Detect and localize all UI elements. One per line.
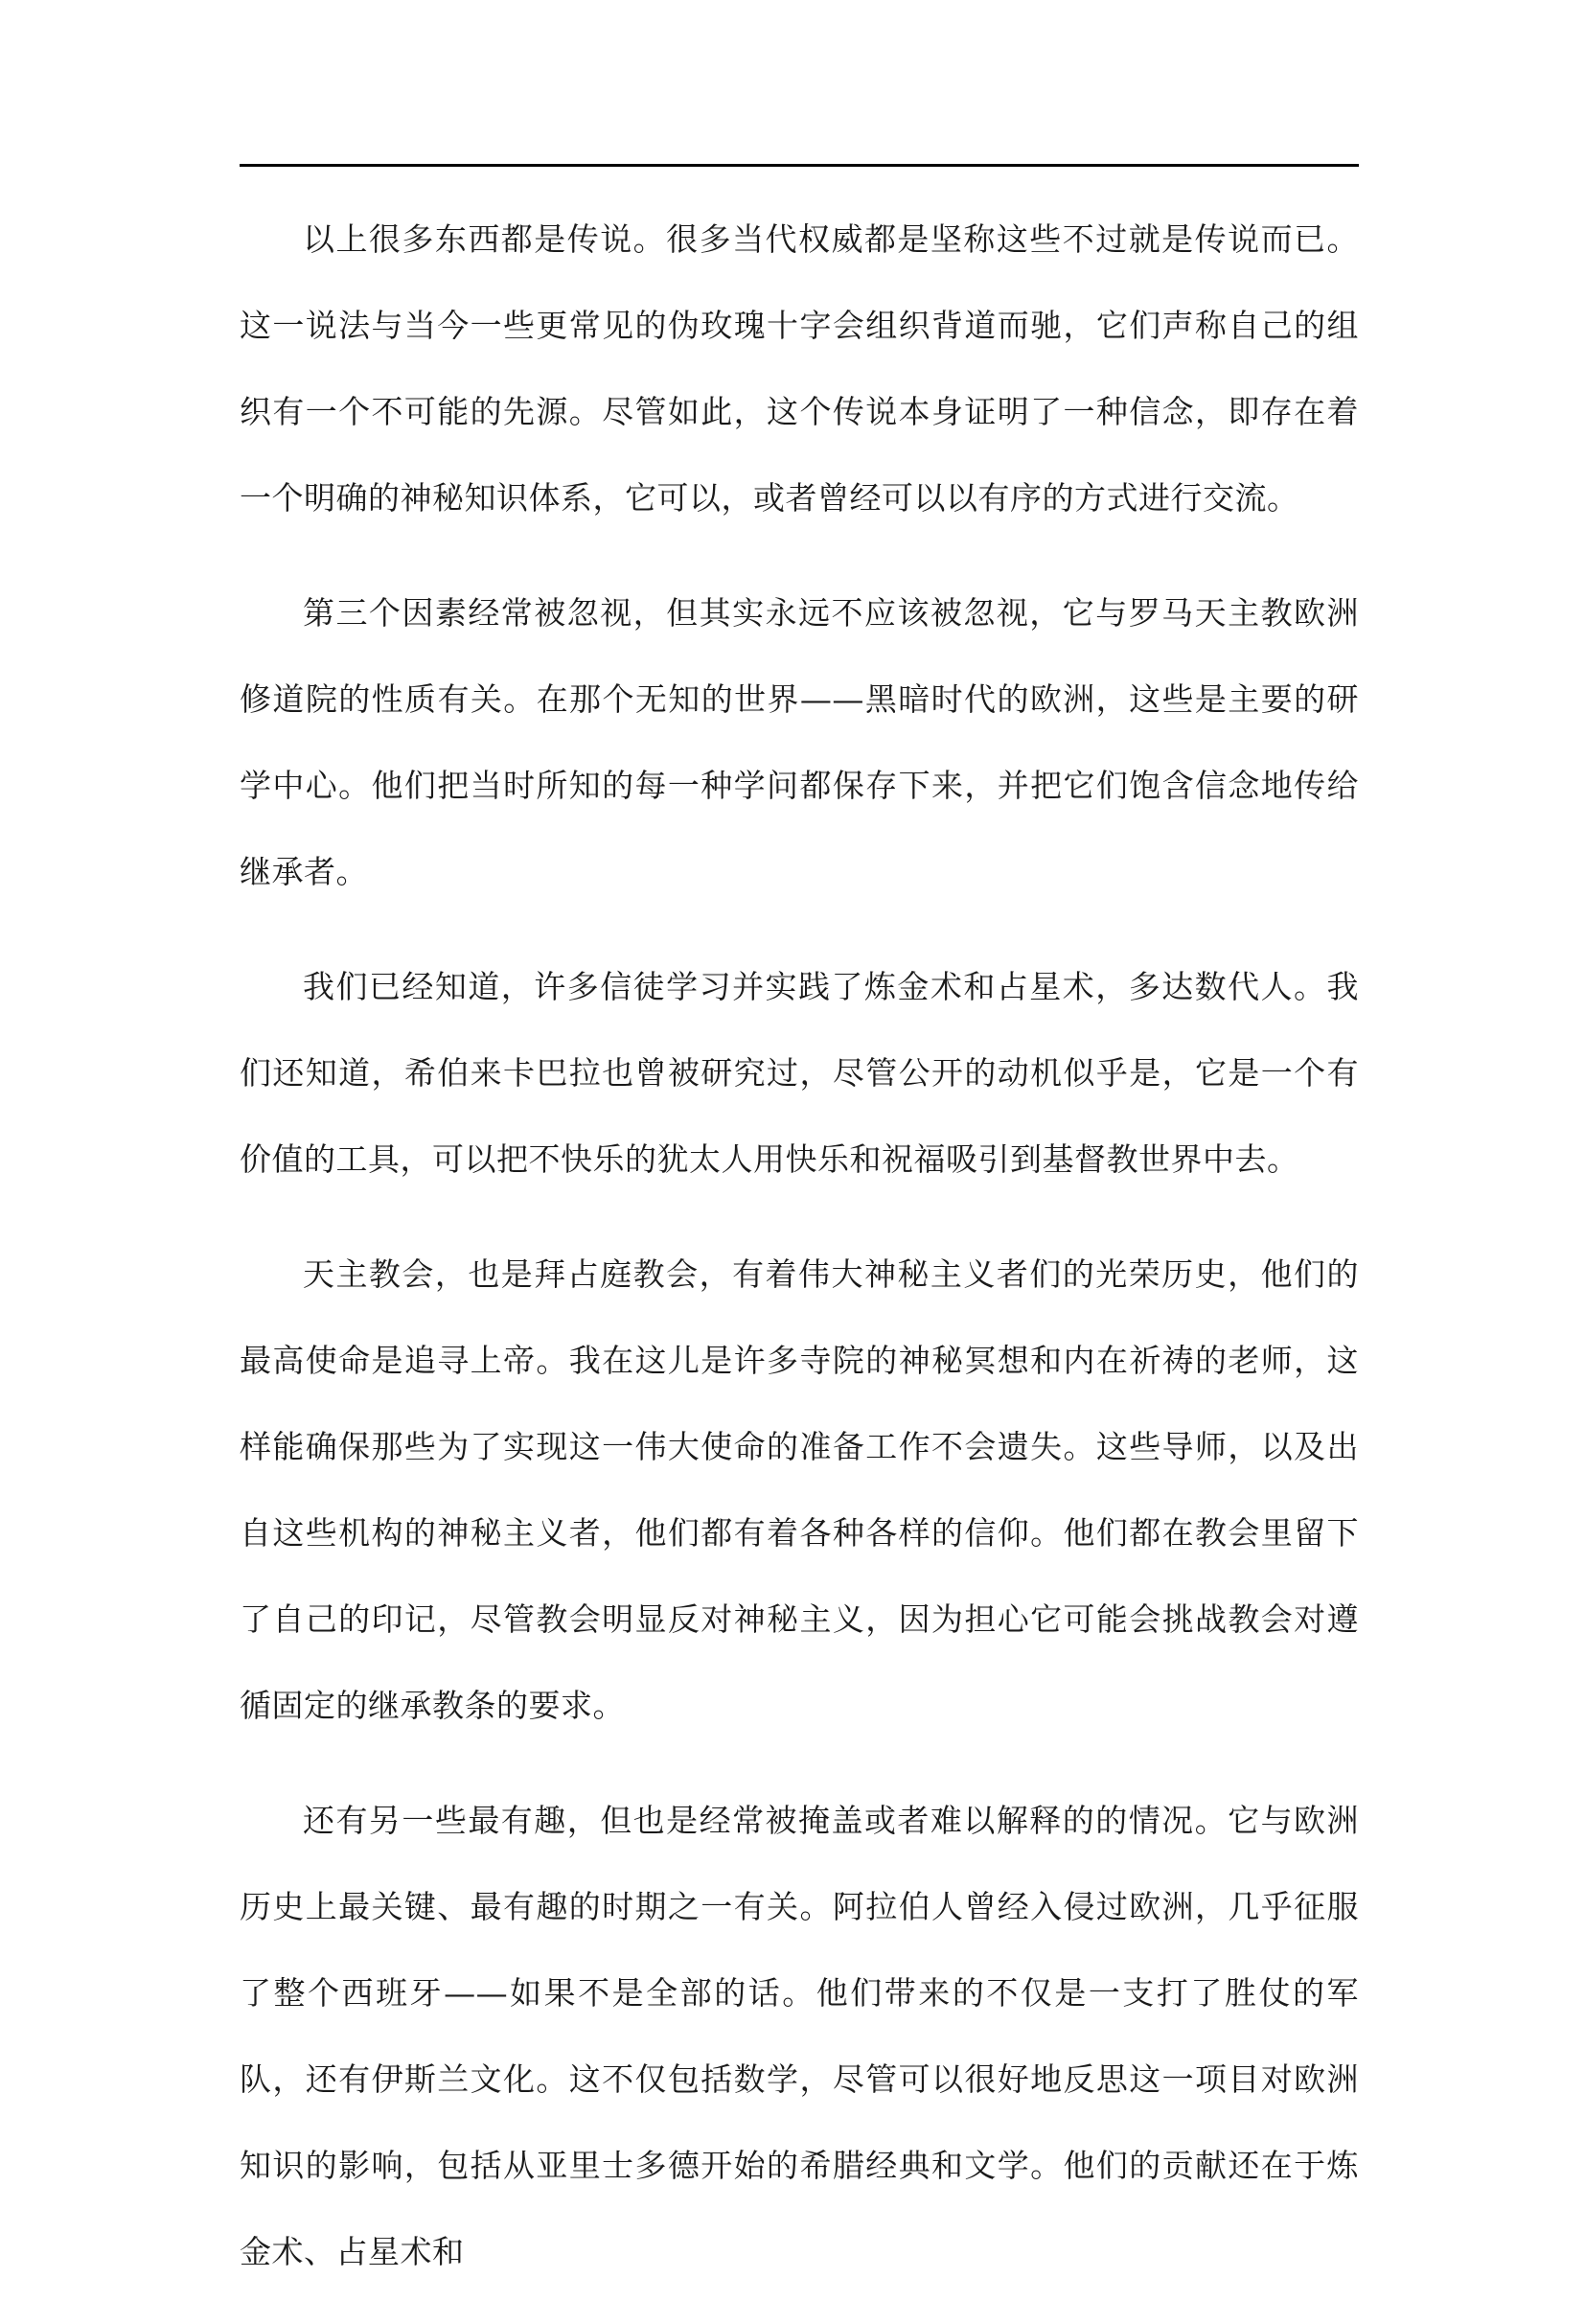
header-rule [240,164,1359,167]
body-text [240,196,1359,2324]
paragraph-5: 还有另一些最有趣，但也是经常被掩盖或者难以解释的的情况。它与欧洲历史上最关键、最有趣的时期之一有关。阿拉伯人曾经入侵过欧洲，几乎征服了整个西班牙——如果不是全部的话。他们带来的不仅是一支打了胜仗的军队，还有伊斯兰文化。这不仅包括数学，尽管可以很好地反思这一项目对欧洲知识的影响，包括从亚里士多德开始的希腊经典和文学。他们的贡献还在于炼金术、占星术和 [240,1802,1359,2270]
paragraph-3: 我们已经知道，许多信徒学习并实践了炼金术和占星术，多达数代人。我们还知道，希伯来卡巴拉也曾被研究过，尽管公开的动机似乎是，它是一个有价值的工具，可以把不快乐的犹太人用快乐和祝福吸引到基督教世界中去。 [240,968,1359,1178]
paragraph-4: 天主教会，也是拜占庭教会，有着伟大神秘主义者们的光荣历史，他们的最高使命是追寻上帝。我在这儿是许多寺院的神秘冥想和内在祈祷的老师，这样能确保那些为了实现这一伟大使命的准备工作不会遗失。这些导师，以及出自这些机构的神秘主义者，他们都有着各种各样的信仰。他们都在教会里留下了自己的印记，尽管教会明显反对神秘主义，因为担心它可能会挑战教会对遵循固定的继承教条的要求。 [240,1255,1359,1724]
paragraph-1: 以上很多东西都是传说。很多当代权威都是坚称这些不过就是传说而已。这一说法与当今一些更常见的伪玫瑰十字会组织背道而驰，它们声称自己的组织有一个不可能的先源。尽管如此，这个传说本身证明了一种信念，即存在着一个明确的神秘知识体系，它可以，或者曾经可以以有序的方式进行交流。 [240,220,1359,517]
paragraph-2: 第三个因素经常被忽视，但其实永远不应该被忽视，它与罗马天主教欧洲修道院的性质有关。在那个无知的世界——黑暗时代的欧洲，这些是主要的研学中心。他们把当时所知的每一种学问都保存下来，并把它们饱含信念地传给继承者。 [240,594,1359,890]
